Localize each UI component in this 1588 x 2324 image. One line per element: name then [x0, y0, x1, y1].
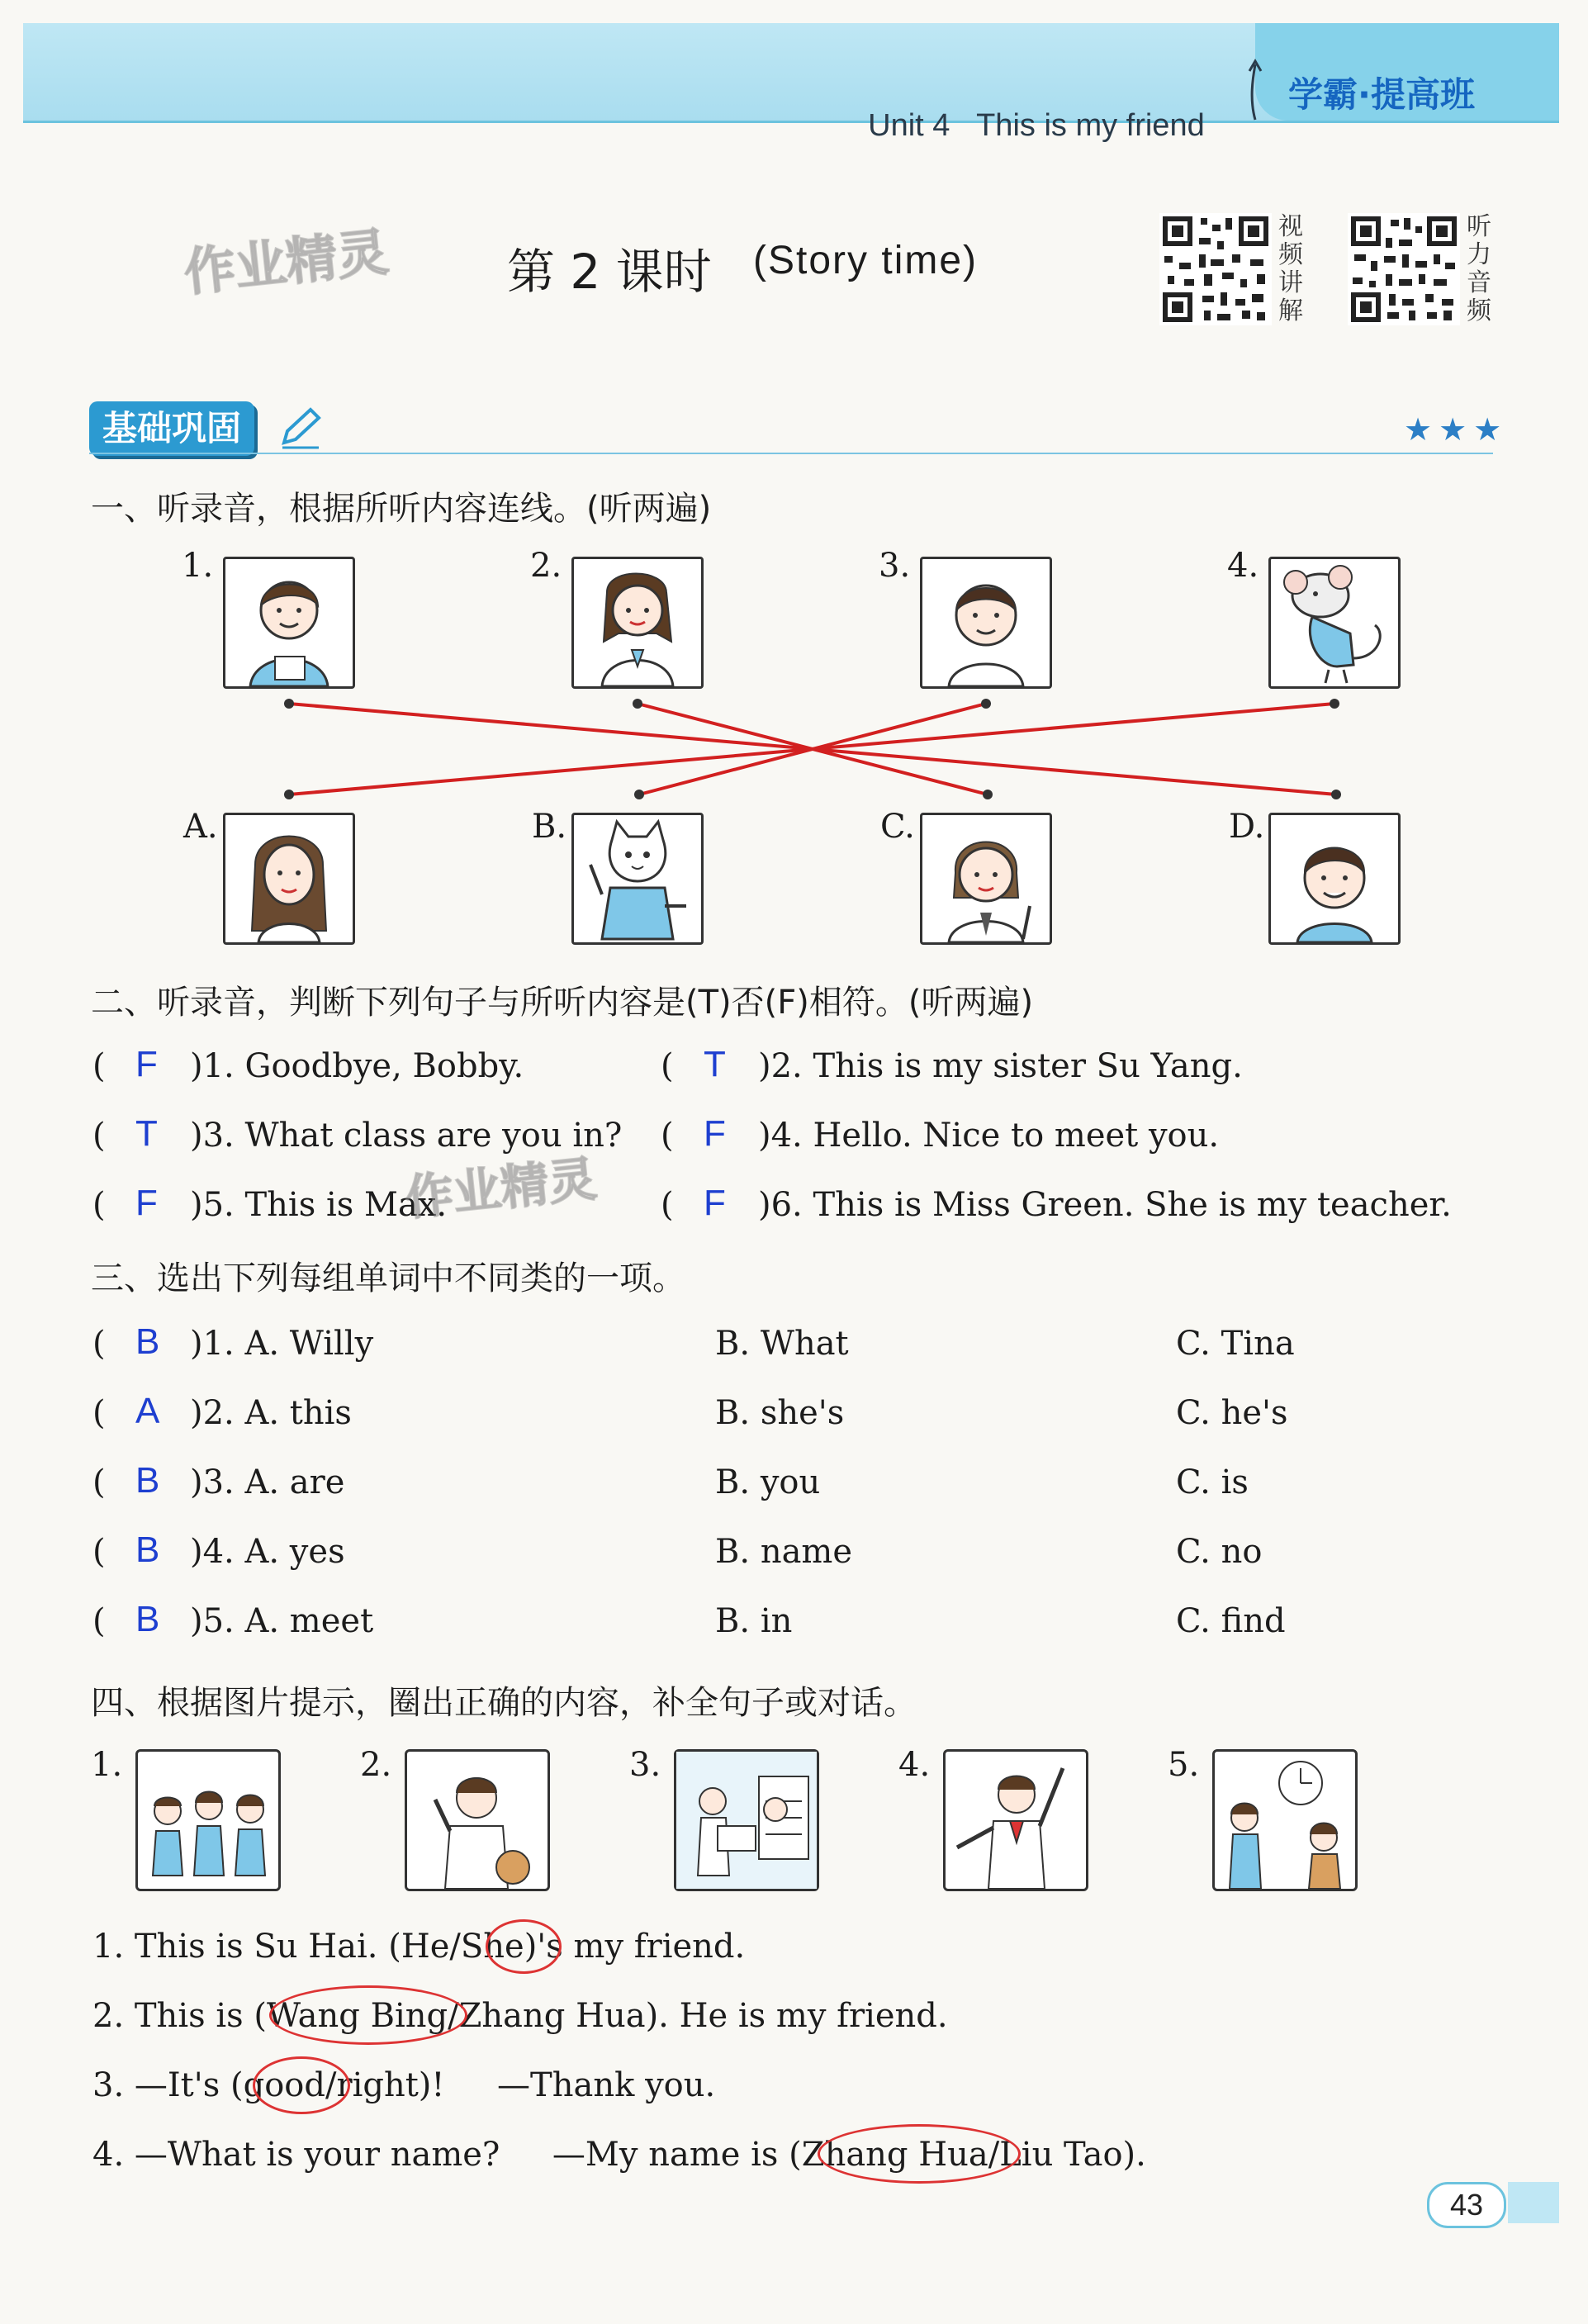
- cat-icon: [574, 815, 701, 942]
- q2-heading: 二、听录音，判断下列句子与所听内容是(T)否(F)相符。(听两遍): [91, 984, 1034, 1022]
- watermark: 作业精灵: [402, 1150, 600, 1226]
- q3-item-3-option-c: C. is: [1176, 1463, 1249, 1501]
- qr-video-label: 视频讲解: [1278, 212, 1303, 325]
- q4-picture-3: [674, 1749, 819, 1891]
- q2-item-5-text: )5. This is Max.: [190, 1186, 448, 1224]
- q4-heading: 四、根据图片提示，圈出正确的内容，补全句子或对话。: [91, 1684, 917, 1722]
- circle-answer-2: [269, 1985, 467, 2045]
- q1-top-label-1: 1.: [182, 547, 214, 585]
- q4-pic-label-3: 3.: [629, 1746, 661, 1784]
- q1-top-label-4: 4.: [1227, 547, 1259, 585]
- q2-item-1-answer[interactable]: F: [135, 1044, 158, 1084]
- q1-bottom-label-B: B.: [532, 808, 567, 846]
- q2-item-4-answer[interactable]: F: [704, 1113, 726, 1154]
- q3-item-5-option-a: )5. A. meet: [190, 1602, 374, 1640]
- header-brand: 学霸·提高班: [1288, 74, 1475, 115]
- q2-item-5-answer[interactable]: F: [135, 1183, 158, 1223]
- q4-pic-label-5: 5.: [1168, 1746, 1200, 1784]
- unit-label: Unit 4: [868, 108, 950, 143]
- q3-item-5-option-b: B. in: [715, 1602, 793, 1640]
- q2-item-2-open-paren: (: [661, 1047, 674, 1085]
- q4-pic-label-1: 1.: [91, 1746, 123, 1784]
- q1-top-label-3: 3.: [879, 547, 911, 585]
- q2-item-6-answer[interactable]: F: [704, 1183, 726, 1223]
- girl-icon: [922, 815, 1050, 942]
- q1-matching-lines: [0, 0, 1588, 826]
- q2-item-3-answer[interactable]: T: [135, 1113, 158, 1154]
- picture-boy-D: [1268, 813, 1401, 945]
- q4-picture-2: [405, 1749, 550, 1891]
- picture-girl-A: [223, 813, 355, 945]
- q3-item-2-answer[interactable]: A: [135, 1391, 160, 1431]
- watermark: 作业精灵: [181, 221, 391, 303]
- q4-picture-5: [1212, 1749, 1358, 1891]
- q3-item-4-option-c: C. no: [1176, 1533, 1263, 1571]
- q3-item-3-option-b: B. you: [715, 1463, 821, 1501]
- circle-answer-4: [818, 2124, 1021, 2184]
- q3-item-4-option-a: )4. A. yes: [190, 1533, 345, 1571]
- clock-kids-icon: [1215, 1752, 1355, 1889]
- lesson-title: 第 2 课时: [507, 244, 712, 300]
- q4-sentence-4: 4. —What is your name? —My name is (Zhang Hua/Liu Tao).: [92, 2136, 1146, 2174]
- circle-answer-3: [253, 2056, 350, 2114]
- q1-heading: 一、听录音，根据所听内容连线。(听两遍): [91, 490, 712, 528]
- q3-item-1-open-paren: (: [92, 1325, 106, 1363]
- q3-item-1-answer[interactable]: B: [135, 1321, 160, 1362]
- q3-item-4-open-paren: (: [92, 1533, 106, 1571]
- q3-heading: 三、选出下列每组单词中不同类的一项。: [91, 1259, 685, 1297]
- q4-sentence-3: 3. —It's (good/right)! —Thank you.: [92, 2066, 716, 2104]
- picture-girl-C: [920, 813, 1052, 945]
- boy-waving-icon: [946, 1752, 1086, 1889]
- q1-top-label-2: 2.: [530, 547, 562, 585]
- page-number: 43: [1427, 2182, 1506, 2228]
- q3-item-2-open-paren: (: [92, 1394, 106, 1432]
- lesson-subtitle: (Story time): [753, 239, 979, 282]
- q2-item-6-open-paren: (: [661, 1186, 674, 1224]
- q2-item-1-open-paren: (: [92, 1047, 106, 1085]
- q2-item-4-open-paren: (: [661, 1117, 674, 1155]
- picture-cat-B: [571, 813, 704, 945]
- q3-item-3-answer[interactable]: B: [135, 1460, 160, 1501]
- q3-item-1-option-b: B. What: [715, 1325, 849, 1363]
- three-kids-icon: [138, 1752, 278, 1889]
- q2-item-4-text: )4. Hello. Nice to meet you.: [758, 1117, 1220, 1155]
- q1-bottom-label-C: C.: [880, 808, 915, 846]
- q3-item-2-option-a: )2. A. this: [190, 1394, 352, 1432]
- q2-item-2-text: )2. This is my sister Su Yang.: [758, 1047, 1243, 1085]
- q3-item-3-option-a: )3. A. are: [190, 1463, 345, 1501]
- q2-item-5-open-paren: (: [92, 1186, 106, 1224]
- q3-item-5-option-c: C. find: [1176, 1602, 1286, 1640]
- q3-item-4-answer[interactable]: B: [135, 1530, 160, 1570]
- q2-item-3-text: )3. What class are you in?: [190, 1117, 623, 1155]
- q3-item-1-option-c: C. Tina: [1176, 1325, 1295, 1363]
- boy-icon: [1271, 815, 1398, 942]
- q2-item-2-answer[interactable]: T: [704, 1044, 726, 1084]
- q3-item-2-option-c: C. he's: [1176, 1394, 1288, 1432]
- q1-bottom-label-D: D.: [1229, 808, 1265, 846]
- qr-audio-label: 听力音频: [1467, 212, 1491, 325]
- q3-item-5-open-paren: (: [92, 1602, 106, 1640]
- q4-picture-1: [135, 1749, 281, 1891]
- q4-picture-4: [943, 1749, 1088, 1891]
- q3-item-1-option-a: )1. A. Willy: [190, 1325, 374, 1363]
- q2-item-3-open-paren: (: [92, 1117, 106, 1155]
- girl-long-hair-icon: [225, 815, 353, 942]
- q4-sentence-2: 2. This is (Wang Bing/Zhang Hua). He is my friend.: [92, 1997, 948, 2035]
- classroom-icon: [676, 1752, 817, 1889]
- q2-item-1-text: )1. Goodbye, Bobby.: [190, 1047, 524, 1085]
- difficulty-stars: ★★★: [1404, 411, 1509, 448]
- q3-item-3-open-paren: (: [92, 1463, 106, 1501]
- q3-item-4-option-b: B. name: [715, 1533, 853, 1571]
- q4-pic-label-2: 2.: [360, 1746, 392, 1784]
- section-badge: 基础巩固: [89, 401, 254, 456]
- circle-answer-1: [486, 1919, 562, 1974]
- q3-item-2-option-b: B. she's: [715, 1394, 845, 1432]
- q2-item-6-text: )6. This is Miss Green. She is my teacher.: [758, 1186, 1452, 1224]
- q1-bottom-label-A: A.: [183, 808, 218, 846]
- q3-item-5-answer[interactable]: B: [135, 1599, 160, 1639]
- unit-title: This is my friend: [976, 108, 1205, 143]
- q4-sentence-1: 1. This is Su Hai. (He/She)'s my friend.: [92, 1928, 746, 1966]
- q4-pic-label-4: 4.: [898, 1746, 931, 1784]
- boy-with-ball-icon: [407, 1752, 548, 1889]
- page-number-tab: [1508, 2182, 1559, 2223]
